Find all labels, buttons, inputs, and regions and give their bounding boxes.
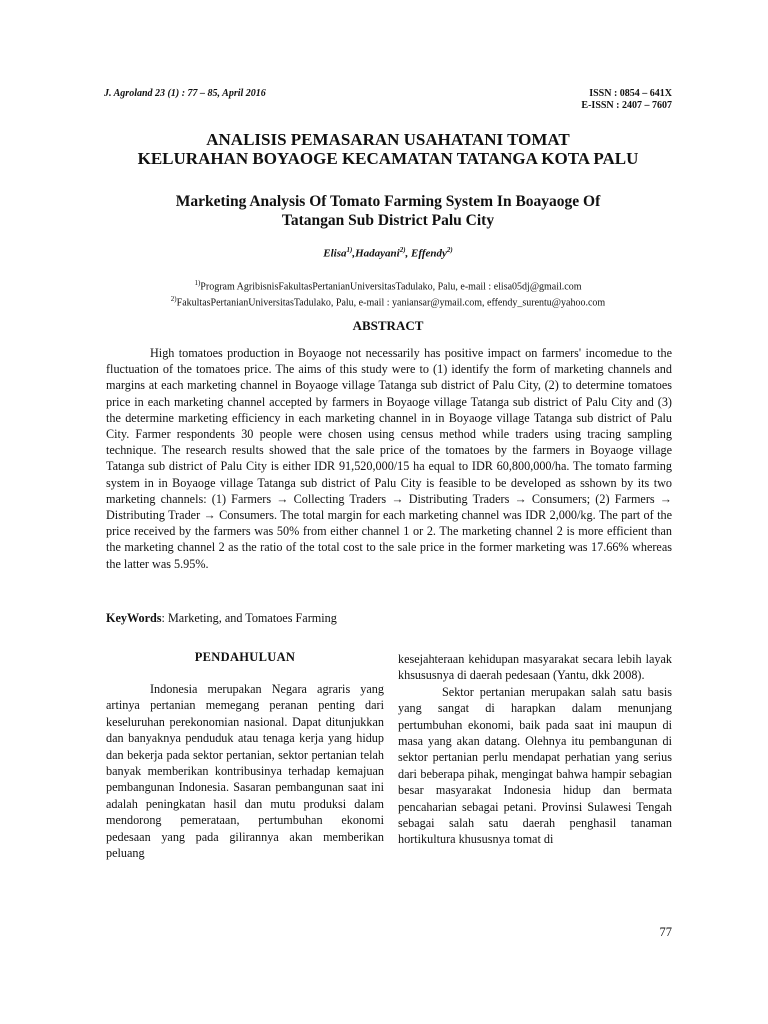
keywords-text: : Marketing, and Tomatoes Farming (161, 611, 337, 625)
title-indonesian-line2: KELURAHAN BOYAOGE KECAMATAN TATANGA KOTA PALU (137, 149, 639, 168)
author-list (104, 246, 672, 260)
affiliation-1-marker: 1) (194, 279, 201, 287)
issn: ISSN : 0854 – 641X (589, 88, 672, 99)
affiliation-2-marker: 2) (170, 295, 177, 304)
intro-paragraph-1: Indonesia merupakan Negara agraris yang artinya pertanian memegang peranan penting dari keseluruhan perekonomian nasional. Dapat ditunjukkan dan banyaknya penduduk atau tenaga kerja yang hidup dan bekerja pada sektor pertanian, sektor pertanian telah banyak memberikan kontribusinya terhadap kemajuan pembangunan Indonesia. Sasaran pembangunan saat ini adalah peningkatan hasil dan mutu produksi dalam mendorong pemerataan, pertumbuhan ekonomi pedesaan yang pada gilirannya akan memberikan peluang (106, 682, 384, 861)
intro-paragraph-2: Sektor pertanian merupakan salah satu basis yang sangat di harapkan dalam menunjang pertumbuhan ekonomi, baik pada saat ini maupun di masa yang akan datang. Olehnya itu pembangunan di sektor pertanian perlu mendapat perhatian yang serius dari beberapa pihak, mengingat bahwa hampir sebagian besar masyarakat Indonesia hidup dan bermata pencaharian sebagai petani. Provinsi Sulawesi Tengah sebagai salah satu daerah penghasil tanaman hortikultura khususnya tomat di (398, 684, 672, 847)
keywords-label: KeyWords (106, 611, 162, 625)
intro-paragraph-continued: kesejahteraan kehidupan masyarakat secara lebih layak khsususnya di daerah pedesaan (Yantu, dkk 2008). (398, 652, 672, 683)
right-column (398, 651, 672, 848)
issn-block (581, 88, 672, 112)
title-indonesian-line1: ANALISIS PEMASARAN USAHATANI TOMAT (206, 130, 570, 149)
section-heading-pendahuluan: PENDAHULUAN (194, 650, 296, 664)
affiliation-1 (104, 277, 672, 293)
title-english-line2: Tatangan Sub District Palu City (281, 212, 495, 229)
journal-citation: J. Agroland 23 (1) : 77 – 85, April 2016 (104, 88, 266, 99)
keywords (106, 611, 337, 626)
affiliation-2-text: FakultasPertanianUniversitasTadulako, Palu, e-mail : yaniansar@ymail.com, effendy_surentu@yahoo.com (176, 297, 606, 309)
left-column (106, 650, 384, 861)
abstract-heading: ABSTRACT (352, 318, 424, 333)
author-3: , Effendy (405, 247, 447, 260)
title-english (104, 192, 672, 230)
affiliations (104, 277, 672, 310)
author-1-affil: 1) (346, 246, 353, 254)
title-indonesian (104, 130, 672, 168)
abstract-text: High tomatoes production in Boyaoge not necessarily has positive impact on farmers' incomedue to the fluctuation of the tomatoes price. The aims of this study were to (1) identify the form of marketing channels and margins at each marketing channel in Boyaoge village Tatanga sub district of Palu City, (2) to determine tomatoes price in each marketing channel accepted by farmers in Boyaoge village Tatanga sub district of Palu City and (3) the determine marketing efficiency in each marketing channel in in Boyaoge village Tatanga sub district of Palu City. Farmer respondents 30 people were chosen using census method while traders using tracing sampling technique. The research results showed that the sale price of the tomatoes by the farmers in Boyaoge village Tatanga sub district of Palu City is either IDR 91,520,000/15 ha equal to IDR 60,800,000/ha. The tomato farming system in in Boyaoge village Tatanga sub district of Palu City is feasible to be developed as sshown by its two marketing channels: (1) Farmers → Collecting Traders → Distributing Traders → Consumers; (2) Farmers → Distributing Trader → Consumers. The total margin for each marketing channel was IDR 2,000/kg. The part of the price received by the farmers was 50% from either channel 1 or 2. The marketing channel 2 is more efficient than the marketing channel 2 as the ratio of the total cost to the sale price in the former marketing was 17.66% whereas the latter was 5.95%. (106, 346, 672, 571)
author-2-affil: 2) (399, 246, 406, 254)
author-1: Elisa (323, 247, 347, 260)
title-english-line1: Marketing Analysis Of Tomato Farming System In Boayaoge Of (175, 193, 601, 210)
eissn: E-ISSN : 2407 – 7607 (581, 100, 672, 111)
affiliation-2 (104, 293, 672, 309)
affiliation-1-text: Program AgribisnisFakultasPertanianUniversitasTadulako, Palu, e-mail : elisa05dj@gmail.com (200, 281, 582, 293)
page-number: 77 (659, 925, 672, 939)
author-2: ,Hadayani (352, 247, 400, 260)
author-3-affil: 2) (446, 246, 453, 254)
